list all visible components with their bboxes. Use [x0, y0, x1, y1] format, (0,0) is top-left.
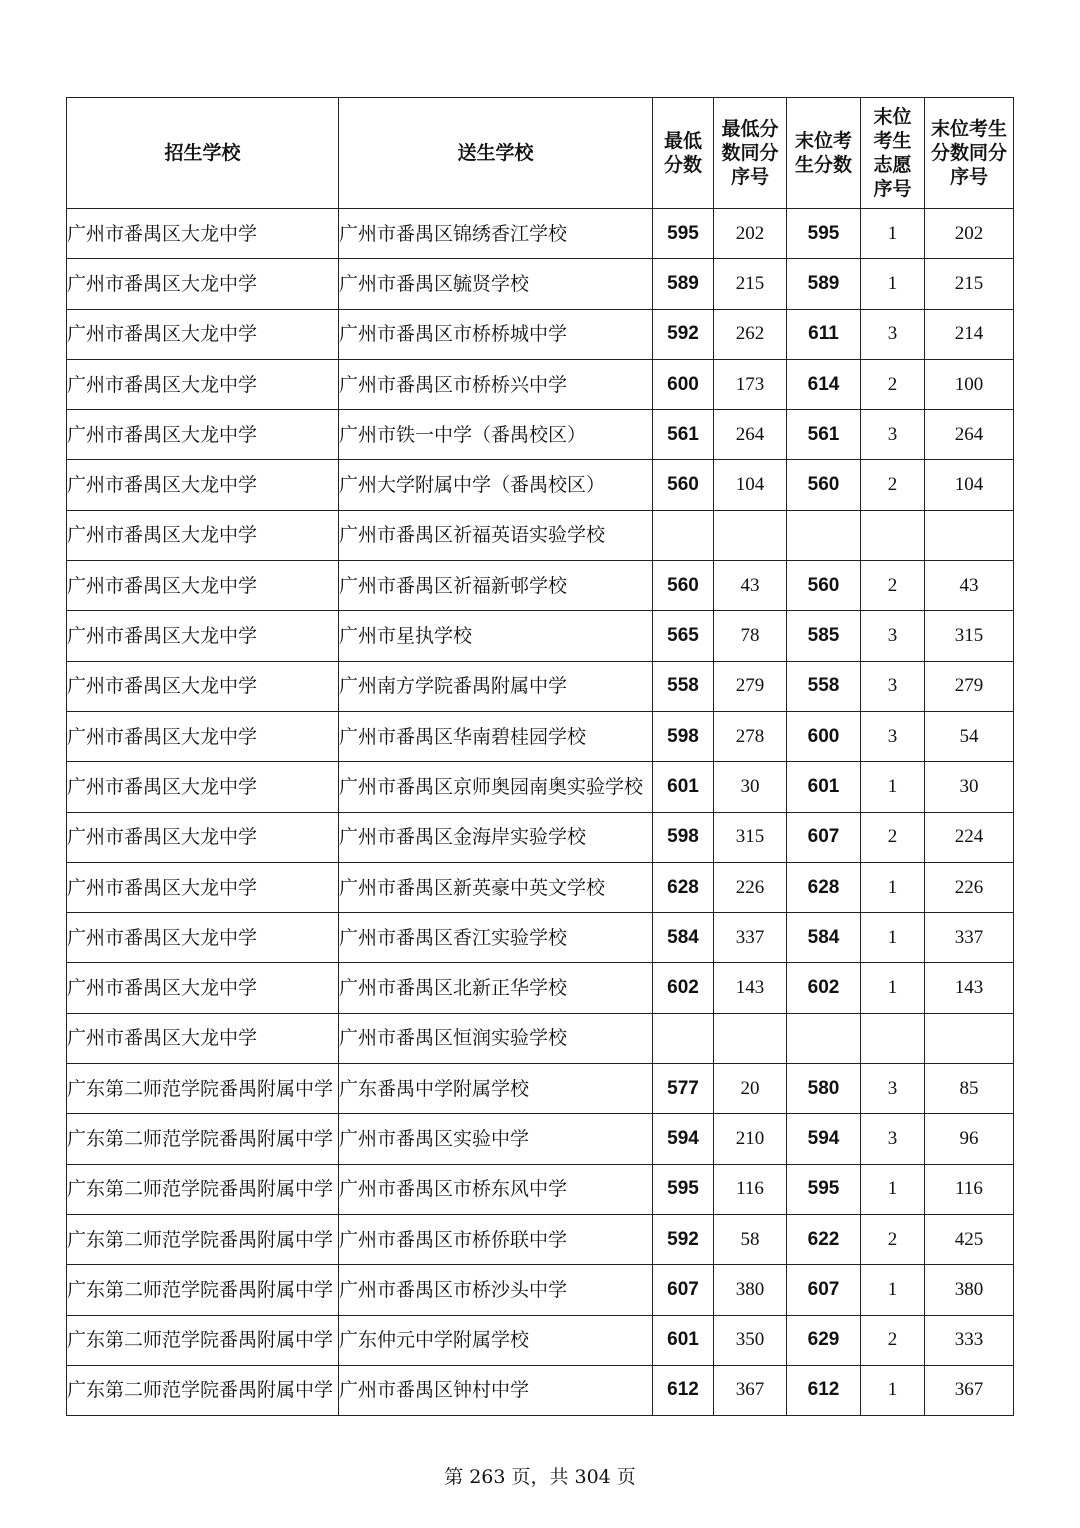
min-score-rank-cell: 264	[714, 410, 787, 460]
last-score-rank-cell: 43	[925, 561, 1014, 611]
recruit-school-cell: 广州市番禺区大龙中学	[67, 913, 339, 963]
table-row	[67, 1013, 1014, 1063]
min-score-rank-cell: 278	[714, 711, 787, 761]
table-row	[67, 661, 1014, 711]
recruit-school-cell: 广东第二师范学院番禺附属中学	[67, 1114, 339, 1164]
last-score-rank-cell	[925, 1013, 1014, 1063]
last-score-cell: 589	[787, 259, 861, 309]
last-preference-cell: 3	[861, 661, 925, 711]
min-score-cell: 595	[653, 209, 714, 259]
last-preference-cell: 2	[861, 1315, 925, 1365]
min-score-rank-cell: 262	[714, 309, 787, 359]
min-score-rank-cell: 58	[714, 1214, 787, 1264]
min-score-rank-cell: 337	[714, 913, 787, 963]
send-school-cell: 广州市番禺区市桥侨联中学	[339, 1214, 653, 1264]
last-score-cell: 614	[787, 359, 861, 409]
send-school-cell: 广州市铁一中学（番禺校区）	[339, 410, 653, 460]
recruit-school-cell: 广州市番禺区大龙中学	[67, 711, 339, 761]
recruit-school-cell: 广州市番禺区大龙中学	[67, 410, 339, 460]
last-score-rank-cell: 104	[925, 460, 1014, 510]
last-preference-cell: 1	[861, 963, 925, 1013]
min-score-rank-cell: 143	[714, 963, 787, 1013]
last-preference-cell	[861, 510, 925, 560]
send-school-cell: 广州市番禺区市桥桥城中学	[339, 309, 653, 359]
last-score-cell: 595	[787, 209, 861, 259]
send-school-cell: 广州南方学院番禺附属中学	[339, 661, 653, 711]
last-score-rank-cell: 367	[925, 1365, 1014, 1415]
last-preference-cell: 1	[861, 1164, 925, 1214]
last-score-cell: 622	[787, 1214, 861, 1264]
last-preference-cell: 3	[861, 711, 925, 761]
table-row	[67, 1315, 1014, 1365]
last-score-rank-cell: 214	[925, 309, 1014, 359]
min-score-cell: 595	[653, 1164, 714, 1214]
last-preference-cell: 3	[861, 1114, 925, 1164]
recruit-school-cell: 广州市番禺区大龙中学	[67, 309, 339, 359]
last-score-cell: 594	[787, 1114, 861, 1164]
last-score-rank-cell: 226	[925, 862, 1014, 912]
recruit-school-cell: 广州市番禺区大龙中学	[67, 812, 339, 862]
last-score-cell: 607	[787, 1265, 861, 1315]
recruit-school-cell: 广州市番禺区大龙中学	[67, 611, 339, 661]
min-score-cell	[653, 1013, 714, 1063]
send-school-cell: 广州市番禺区实验中学	[339, 1114, 653, 1164]
last-score-cell: 602	[787, 963, 861, 1013]
footer-prefix: 第	[444, 1466, 464, 1488]
last-preference-cell	[861, 1013, 925, 1063]
recruit-school-cell: 广州市番禺区大龙中学	[67, 510, 339, 560]
table-row	[67, 410, 1014, 460]
send-school-cell: 广州市番禺区金海岸实验学校	[339, 812, 653, 862]
min-score-cell: 584	[653, 913, 714, 963]
table-row	[67, 1265, 1014, 1315]
send-school-cell: 广州市番禺区京师奥园南奥实验学校	[339, 762, 653, 812]
table-row	[67, 711, 1014, 761]
last-score-rank-cell: 54	[925, 711, 1014, 761]
last-preference-cell: 3	[861, 410, 925, 460]
table-row	[67, 611, 1014, 661]
send-school-cell: 广州市番禺区市桥桥兴中学	[339, 359, 653, 409]
recruit-school-cell: 广东第二师范学院番禺附属中学	[67, 1365, 339, 1415]
footer-page-number: 263	[469, 1466, 506, 1488]
min-score-rank-cell: 226	[714, 862, 787, 912]
send-school-cell: 广州市星执学校	[339, 611, 653, 661]
send-school-cell: 广州市番禺区恒润实验学校	[339, 1013, 653, 1063]
last-score-rank-cell: 215	[925, 259, 1014, 309]
header-last-score: 末位考 生分数	[787, 98, 861, 209]
last-score-cell: 607	[787, 812, 861, 862]
send-school-cell: 广州市番禺区祈福英语实验学校	[339, 510, 653, 560]
min-score-cell: 592	[653, 1214, 714, 1264]
recruit-school-cell: 广东第二师范学院番禺附属中学	[67, 1064, 339, 1114]
min-score-cell: 592	[653, 309, 714, 359]
last-score-cell: 600	[787, 711, 861, 761]
last-score-rank-cell: 224	[925, 812, 1014, 862]
last-score-rank-cell: 337	[925, 913, 1014, 963]
table-row	[67, 460, 1014, 510]
last-score-rank-cell: 143	[925, 963, 1014, 1013]
min-score-rank-cell: 202	[714, 209, 787, 259]
last-score-cell: 611	[787, 309, 861, 359]
last-score-rank-cell: 333	[925, 1315, 1014, 1365]
recruit-school-cell: 广州市番禺区大龙中学	[67, 1013, 339, 1063]
min-score-cell: 558	[653, 661, 714, 711]
table-row	[67, 1214, 1014, 1264]
page-footer	[0, 1462, 1080, 1489]
last-preference-cell: 2	[861, 812, 925, 862]
last-preference-cell: 1	[861, 1265, 925, 1315]
min-score-cell: 598	[653, 812, 714, 862]
footer-total-pages: 304	[574, 1466, 611, 1488]
recruit-school-cell: 广东第二师范学院番禺附属中学	[67, 1214, 339, 1264]
last-score-cell: 561	[787, 410, 861, 460]
last-score-cell: 560	[787, 561, 861, 611]
last-preference-cell: 2	[861, 561, 925, 611]
last-score-rank-cell: 96	[925, 1114, 1014, 1164]
send-school-cell: 广州市番禺区香江实验学校	[339, 913, 653, 963]
min-score-cell: 565	[653, 611, 714, 661]
last-score-rank-cell: 100	[925, 359, 1014, 409]
table-row	[67, 259, 1014, 309]
min-score-rank-cell: 173	[714, 359, 787, 409]
header-last-score-rank: 末位考生 分数同分 序号	[925, 98, 1014, 209]
recruit-school-cell: 广州市番禺区大龙中学	[67, 762, 339, 812]
recruit-school-cell: 广州市番禺区大龙中学	[67, 661, 339, 711]
min-score-rank-cell: 279	[714, 661, 787, 711]
min-score-rank-cell	[714, 510, 787, 560]
send-school-cell: 广州市番禺区新英豪中英文学校	[339, 862, 653, 912]
send-school-cell: 广州市番禺区钟村中学	[339, 1365, 653, 1415]
min-score-rank-cell: 104	[714, 460, 787, 510]
table-row	[67, 209, 1014, 259]
last-score-cell: 612	[787, 1365, 861, 1415]
table-row	[67, 812, 1014, 862]
recruit-school-cell: 广州市番禺区大龙中学	[67, 359, 339, 409]
last-score-cell: 580	[787, 1064, 861, 1114]
min-score-cell: 600	[653, 359, 714, 409]
recruit-school-cell: 广州市番禺区大龙中学	[67, 259, 339, 309]
min-score-cell: 577	[653, 1064, 714, 1114]
admission-table	[66, 97, 1014, 1416]
send-school-cell: 广州市番禺区祈福新邨学校	[339, 561, 653, 611]
min-score-cell: 560	[653, 460, 714, 510]
last-preference-cell: 1	[861, 209, 925, 259]
table-row	[67, 1365, 1014, 1415]
min-score-rank-cell: 116	[714, 1164, 787, 1214]
send-school-cell: 广州市番禺区毓贤学校	[339, 259, 653, 309]
min-score-rank-cell: 43	[714, 561, 787, 611]
send-school-cell: 广州市番禺区华南碧桂园学校	[339, 711, 653, 761]
last-preference-cell: 1	[861, 1365, 925, 1415]
table-row	[67, 1114, 1014, 1164]
last-score-cell	[787, 1013, 861, 1063]
recruit-school-cell: 广州市番禺区大龙中学	[67, 963, 339, 1013]
min-score-rank-cell: 380	[714, 1265, 787, 1315]
header-last-preference: 末位 考生 志愿 序号	[861, 98, 925, 209]
table-row	[67, 963, 1014, 1013]
min-score-cell: 594	[653, 1114, 714, 1164]
min-score-cell: 560	[653, 561, 714, 611]
recruit-school-cell: 广东第二师范学院番禺附属中学	[67, 1315, 339, 1365]
recruit-school-cell: 广州市番禺区大龙中学	[67, 862, 339, 912]
min-score-cell: 601	[653, 762, 714, 812]
last-score-rank-cell: 279	[925, 661, 1014, 711]
last-score-rank-cell: 380	[925, 1265, 1014, 1315]
footer-middle: 页，共	[511, 1466, 569, 1488]
last-preference-cell: 3	[861, 309, 925, 359]
last-score-rank-cell: 85	[925, 1064, 1014, 1114]
min-score-rank-cell: 20	[714, 1064, 787, 1114]
min-score-cell: 589	[653, 259, 714, 309]
last-score-cell: 584	[787, 913, 861, 963]
table-row	[67, 1164, 1014, 1214]
min-score-cell: 612	[653, 1365, 714, 1415]
recruit-school-cell: 广东第二师范学院番禺附属中学	[67, 1164, 339, 1214]
last-score-cell: 601	[787, 762, 861, 812]
min-score-rank-cell: 350	[714, 1315, 787, 1365]
last-preference-cell: 1	[861, 913, 925, 963]
recruit-school-cell: 广州市番禺区大龙中学	[67, 460, 339, 510]
min-score-rank-cell	[714, 1013, 787, 1063]
min-score-cell: 598	[653, 711, 714, 761]
header-row	[67, 98, 1014, 209]
last-preference-cell: 2	[861, 1214, 925, 1264]
table-row	[67, 1064, 1014, 1114]
last-preference-cell: 3	[861, 1064, 925, 1114]
last-score-rank-cell: 315	[925, 611, 1014, 661]
last-preference-cell: 1	[861, 259, 925, 309]
last-score-rank-cell: 425	[925, 1214, 1014, 1264]
header-recruit-school: 招生学校	[67, 98, 339, 209]
table-row	[67, 510, 1014, 560]
table-row	[67, 309, 1014, 359]
last-score-rank-cell: 116	[925, 1164, 1014, 1214]
send-school-cell: 广州市番禺区北新正华学校	[339, 963, 653, 1013]
recruit-school-cell: 广州市番禺区大龙中学	[67, 209, 339, 259]
min-score-rank-cell: 30	[714, 762, 787, 812]
send-school-cell: 广东仲元中学附属学校	[339, 1315, 653, 1365]
last-score-cell: 558	[787, 661, 861, 711]
table-row	[67, 862, 1014, 912]
min-score-rank-cell: 210	[714, 1114, 787, 1164]
last-preference-cell: 1	[861, 862, 925, 912]
min-score-rank-cell: 367	[714, 1365, 787, 1415]
send-school-cell: 广州市番禺区市桥东风中学	[339, 1164, 653, 1214]
last-preference-cell: 2	[861, 359, 925, 409]
min-score-cell: 602	[653, 963, 714, 1013]
min-score-cell: 601	[653, 1315, 714, 1365]
last-preference-cell: 3	[861, 611, 925, 661]
min-score-rank-cell: 315	[714, 812, 787, 862]
min-score-cell: 607	[653, 1265, 714, 1315]
header-min-score: 最低 分数	[653, 98, 714, 209]
min-score-cell: 561	[653, 410, 714, 460]
min-score-rank-cell: 78	[714, 611, 787, 661]
table-row	[67, 561, 1014, 611]
last-score-cell: 629	[787, 1315, 861, 1365]
last-score-rank-cell: 30	[925, 762, 1014, 812]
min-score-cell: 628	[653, 862, 714, 912]
last-score-cell: 595	[787, 1164, 861, 1214]
last-score-cell	[787, 510, 861, 560]
last-score-cell: 628	[787, 862, 861, 912]
table-row	[67, 913, 1014, 963]
last-score-cell: 560	[787, 460, 861, 510]
last-score-cell: 585	[787, 611, 861, 661]
min-score-rank-cell: 215	[714, 259, 787, 309]
last-score-rank-cell: 264	[925, 410, 1014, 460]
min-score-cell	[653, 510, 714, 560]
last-score-rank-cell: 202	[925, 209, 1014, 259]
header-send-school: 送生学校	[339, 98, 653, 209]
send-school-cell: 广州大学附属中学（番禺校区）	[339, 460, 653, 510]
header-min-score-rank: 最低分 数同分 序号	[714, 98, 787, 209]
footer-suffix: 页	[616, 1466, 636, 1488]
recruit-school-cell: 广州市番禺区大龙中学	[67, 561, 339, 611]
send-school-cell: 广东番禺中学附属学校	[339, 1064, 653, 1114]
send-school-cell: 广州市番禺区锦绣香江学校	[339, 209, 653, 259]
table-row	[67, 762, 1014, 812]
last-preference-cell: 1	[861, 762, 925, 812]
last-score-rank-cell	[925, 510, 1014, 560]
recruit-school-cell: 广东第二师范学院番禺附属中学	[67, 1265, 339, 1315]
last-preference-cell: 2	[861, 460, 925, 510]
send-school-cell: 广州市番禺区市桥沙头中学	[339, 1265, 653, 1315]
table-row	[67, 359, 1014, 409]
